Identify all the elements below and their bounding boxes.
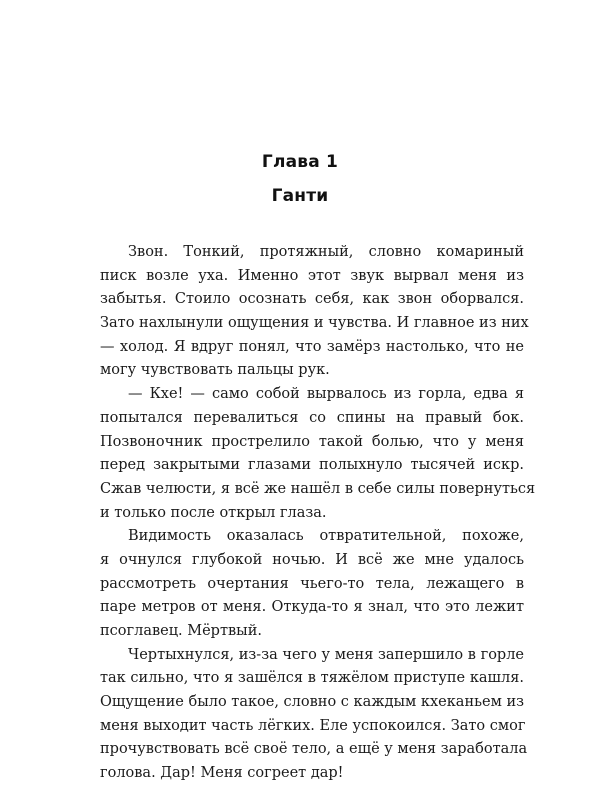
text-line: Сжав челюсти, я всё же нашёл в себе силы повернуться (100, 480, 536, 497)
text-line: Чертыхнулся, из-за чего у меня запершило в горле (128, 646, 524, 663)
chapter-body (100, 241, 536, 786)
text-line: паре метров от меня. Откуда-то я знал, что это лежит (100, 599, 524, 616)
paragraph (100, 241, 529, 383)
paragraph (100, 644, 528, 786)
text-line: Зато нахлынули ощущения и чувства. И главное из них (100, 315, 529, 332)
text-line: меня выходит часть лёгких. Еле успокоился. Зато смог (100, 717, 526, 734)
paragraph (100, 383, 536, 525)
text-line: могу чувствовать пальцы рук. (100, 362, 330, 379)
text-line: Видимость оказалась отвратительной, похоже, (128, 528, 524, 545)
text-line: я очнулся глубокой ночью. И всё же мне удалось (100, 551, 524, 568)
text-line: голова. Дар! Меня согреет дар! (100, 765, 344, 782)
chapter-number: Глава 1 (261, 152, 339, 172)
text-line: так сильно, что я зашёлся в тяжёлом приступе кашля. (100, 670, 524, 687)
text-line: рассмотреть очертания чьего-то тела, лежащего в (100, 575, 524, 592)
text-line: забытья. Стоило осознать себя, как звон оборвался. (100, 291, 524, 308)
text-line: псоглавец. Мёртвый. (100, 623, 262, 639)
paragraph (100, 525, 524, 643)
text-line: Ощущение было такое, словно с каждым кхеканьем из (100, 694, 525, 711)
chapter-title: Ганти (271, 186, 329, 206)
text-line: прочувствовать всё своё тело, а ещё у меня заработала (100, 741, 528, 758)
text-line: Позвоночник прострелило такой болью, что у меня (100, 433, 524, 450)
text-line: — холод. Я вдруг понял, что замёрз настолько, что не (100, 338, 524, 355)
text-line: попытался перевалиться со спины на правый бок. (100, 409, 524, 426)
text-line: — Кхе! — само собой вырвалось из горла, едва я (128, 386, 524, 403)
text-line: перед закрытыми глазами полыхнуло тысячей искр. (100, 457, 524, 474)
text-line: писк возле уха. Именно этот звук вырвал меня из (100, 267, 524, 284)
text-line: и только после открыл глаза. (100, 504, 327, 521)
text-line: Звон. Тонкий, протяжный, словно комариный (128, 244, 524, 260)
